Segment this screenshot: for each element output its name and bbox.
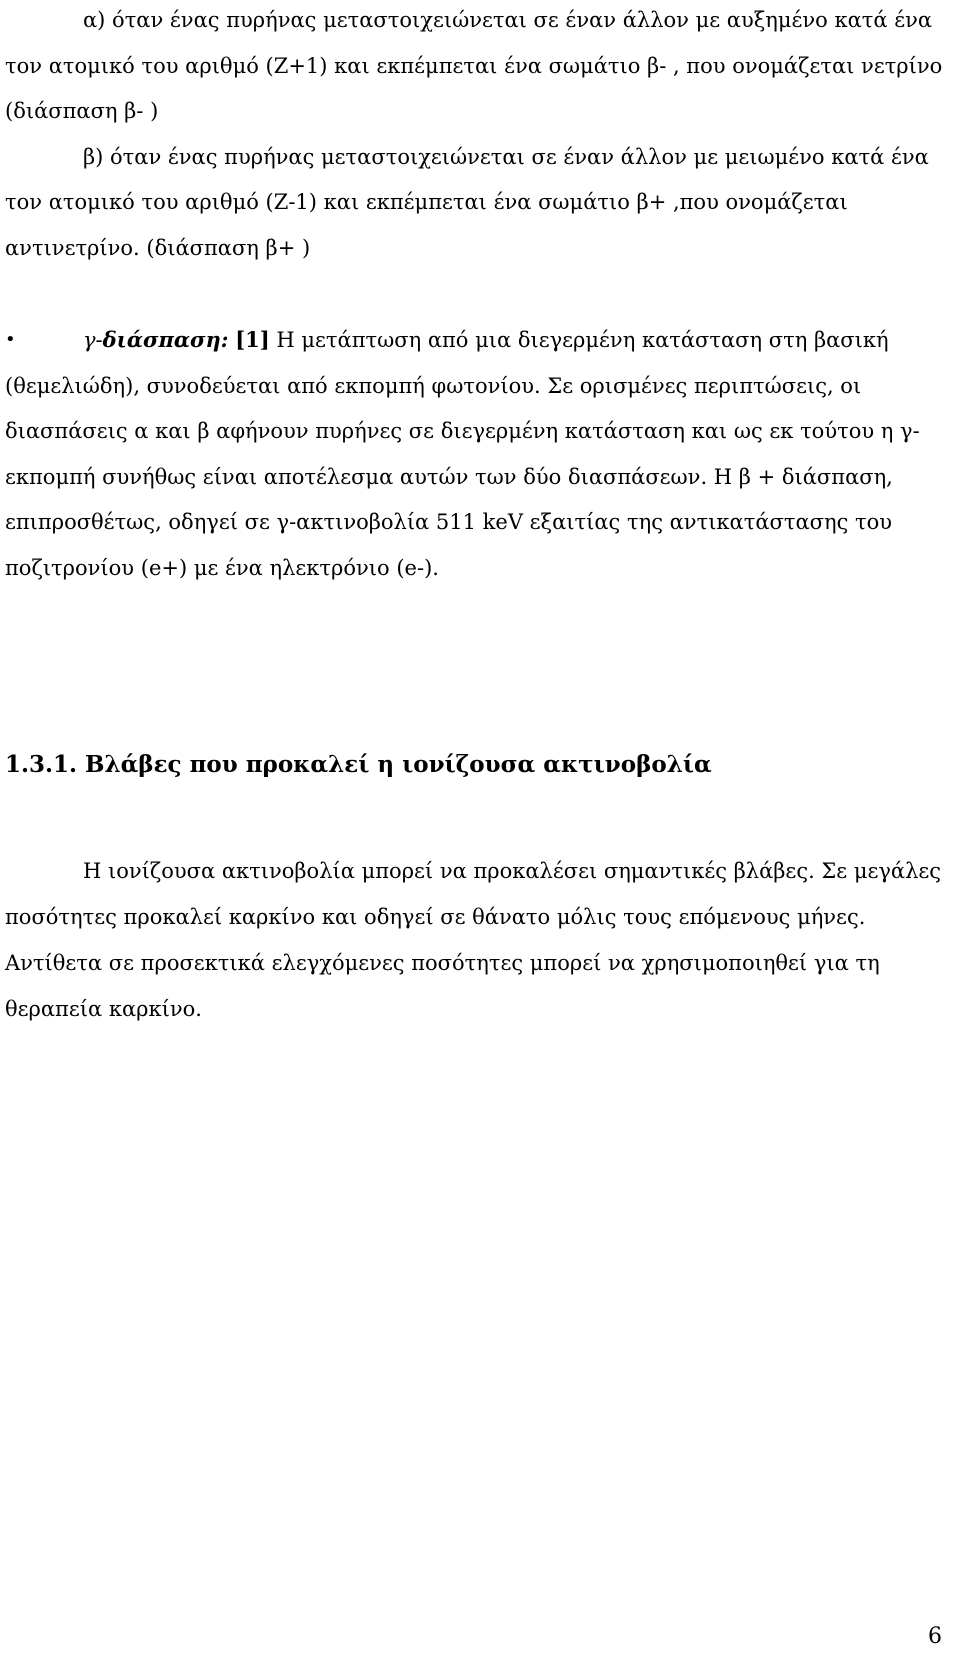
paragraph-b-line-1: β) όταν ένας πυρήνας μεταστοιχειώνεται σε έναν άλλον με μειωμένο κατά ένα	[83, 145, 929, 169]
paragraph-b-line-3: αντινετρίνο. (διάσπαση β+ )	[5, 236, 311, 260]
gamma-item-line-2: (θεμελιώδη), συνοδεύεται από εκπομπή φωτονίου. Σε ορισμένες περιπτώσεις, οι	[5, 374, 862, 398]
gamma-item-line-5: επιπροσθέτως, οδηγεί σε γ-ακτινοβολία 511 keV εξαιτίας της αντικατάστασης του	[5, 510, 893, 534]
gamma-item-line-1	[83, 326, 889, 354]
gamma-item-line-1-text: Η μετάπτωση από μια διεγερμένη κατάσταση στη βασική	[276, 328, 889, 352]
section-heading: 1.3.1. Βλάβες που προκαλεί η ιονίζουσα ακτινοβολία	[5, 751, 712, 778]
page-number: 6	[928, 1624, 942, 1649]
section-line-2: ποσότητες προκαλεί καρκίνο και οδηγεί σε θάνατο μόλις τους επόμενους μήνες.	[5, 905, 866, 929]
gamma-item-line-6: ποζιτρονίου (e+) με ένα ηλεκτρόνιο (e-).	[5, 556, 439, 580]
gamma-item-line-3: διασπάσεις α και β αφήνουν πυρήνες σε διεγερμένη κατάσταση και ως εκ τούτου η γ-	[5, 419, 920, 443]
paragraph-a-line-1: α) όταν ένας πυρήνας μεταστοιχειώνεται σε έναν άλλον με αυξημένο κατά ένα	[83, 8, 933, 32]
section-line-1: Η ιονίζουσα ακτινοβολία μπορεί να προκαλέσει σημαντικές βλάβες. Σε μεγάλες	[83, 859, 942, 883]
reference-marker: [1]	[235, 327, 270, 352]
gamma-item-line-4: εκπομπή συνήθως είναι αποτέλεσμα αυτών των δύο διασπάσεων. Η β + διάσπαση,	[5, 465, 893, 489]
paragraph-b-line-2: τον ατομικό του αριθμό (Z-1) και εκπέμπεται ένα σωμάτιο β+ ,που ονομάζεται	[5, 190, 848, 214]
bullet-icon: •	[5, 329, 16, 350]
section-line-3: Αντίθετα σε προσεκτικά ελεγχόμενες ποσότητες μπορεί να χρησιμοποιηθεί για τη	[5, 951, 880, 975]
paragraph-a-line-3: (διάσπαση β- )	[5, 99, 159, 123]
gamma-term: διάσπαση:	[102, 327, 229, 352]
paragraph-a-line-2: τον ατομικό του αριθμό (Z+1) και εκπέμπεται ένα σωμάτιο β- , που ονομάζεται νετρίνο	[5, 54, 943, 78]
section-line-4: θεραπεία καρκίνο.	[5, 997, 202, 1021]
gamma-term-prefix: γ-	[83, 328, 103, 352]
